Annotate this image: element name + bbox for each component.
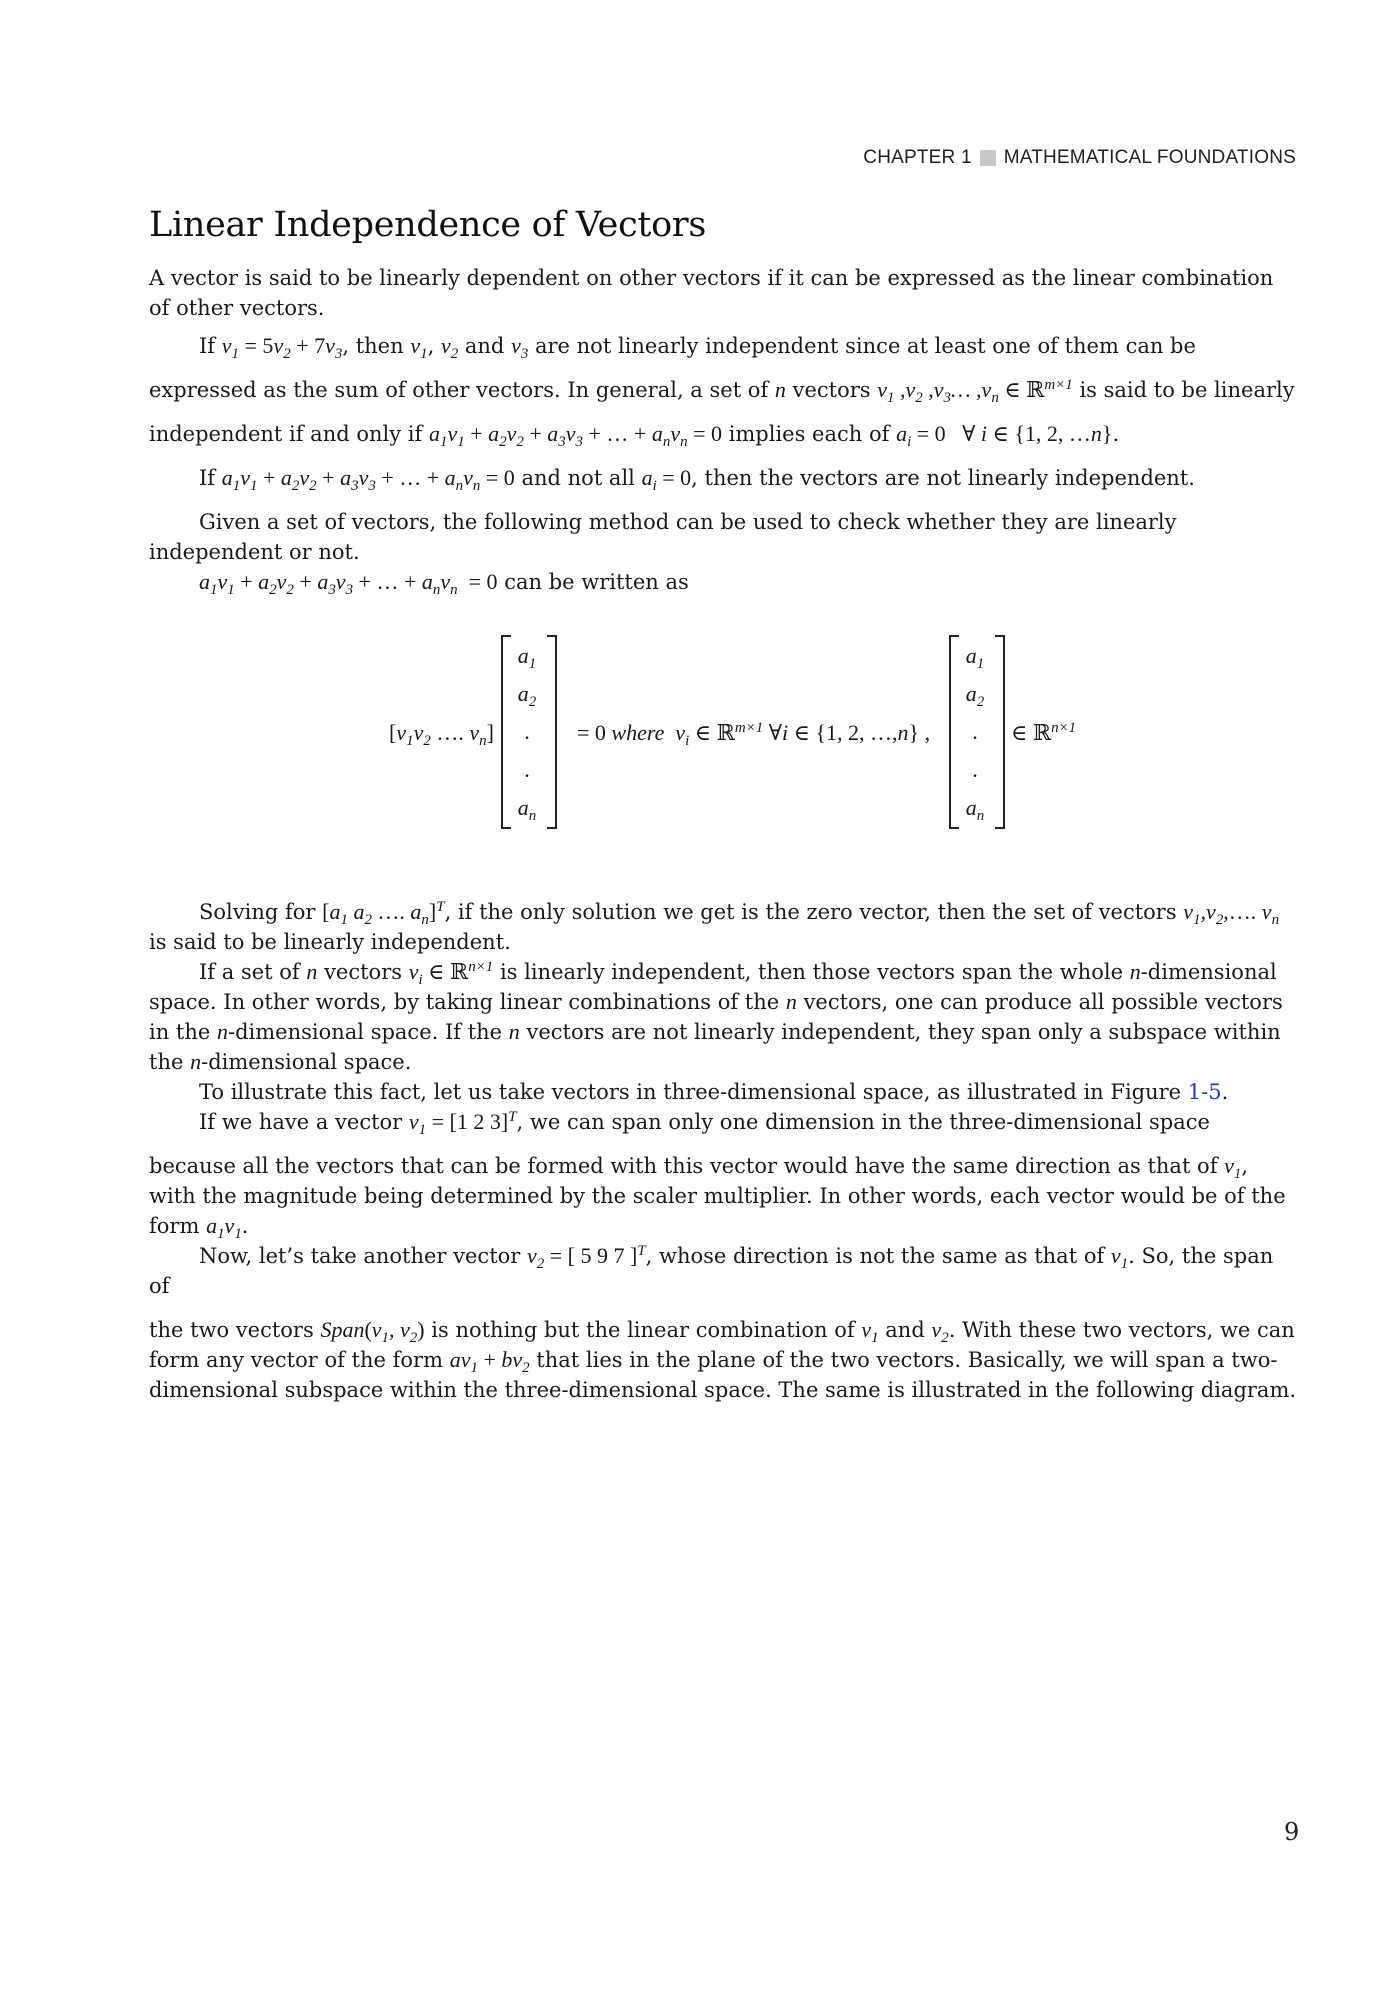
row-vector: [$v_1v_2$ …. $v_n$]	[389, 720, 494, 750]
running-head	[863, 147, 1296, 169]
running-head-section: MATHEMATICAL FOUNDATIONS	[1003, 147, 1296, 168]
section-heading: Linear Independence of Vectors	[149, 205, 707, 245]
paragraph-9: If a set of n vectors $v_i$ ∈ ℝ$^{n\times 1}$ is linearly independent, then those vectors span the whole n-dimensional space. In other words, by taking linear combinations of the n vectors, one can produce all possible vectors in the n-dimensional space. If the n vectors are not linearly independent, they span only a subspace within the n-dimensional space.	[149, 958, 1283, 1074]
figure-reference-link[interactable]: 1-5	[1187, 1080, 1222, 1104]
coefficient-column-vector: $a_1$ $a_2$ . . $a_n$	[517, 643, 537, 825]
paragraph-3: expressed as the sum of other vectors. In general, a set of n vectors $v_1$ $,v_2$ $,v_3\dots$ $,v_n$ ∈ ℝ$^{m\times 1}$ is said to be linearly	[149, 376, 1295, 407]
paragraph-2: If $v_1 = 5v_2 + 7v_3$, then $v_1$, $v_2$ and $v_3$ are not linearly independent since at least one of them can be	[199, 333, 1196, 363]
paragraph-7: $a_1v_1 + a_2v_2 + a_3v_3$ + … + $a_nv_n = 0$ can be written as	[199, 569, 689, 599]
coefficient-column-vector-2: $a_1$ $a_2$ . . $a_n$	[965, 643, 985, 825]
paragraph-12: because all the vectors that can be formed with this vector would have the same direction as that of $v_1$, with the magnitude being determined by the scaler multiplier. In other words, each vector would be of the form $a_1v_1$.	[149, 1153, 1286, 1243]
paragraph-5: If $a_1v_1 + a_2v_2 + a_3v_3$ + … + $a_nv_n = 0$ and not all $a_i = 0$, then the vectors are not linearly independent.	[199, 465, 1195, 495]
page-content	[149, 205, 1299, 1405]
paragraph-14: the two vectors $Span(v_1$, $v_2$) is nothing but the linear combination of $v_1$ and $v_2$. With these two vectors, we can form any vector of the form $av_1 + bv_2$ that lies in the plane of the two vectors. Basically, we will span a two-dimensional subspace within the three-dimensional space. The same is illustrated in the following diagram.	[149, 1317, 1297, 1402]
running-head-separator	[980, 150, 996, 166]
paragraph-6: Given a set of vectors, the following method can be used to check whether they are linearly independent or not.	[149, 510, 1177, 564]
paragraph-1: A vector is said to be linearly dependent on other vectors if it can be expressed as the linear combination of other vectors.	[149, 266, 1274, 320]
page-number: 9	[1284, 1818, 1300, 1846]
equation-condition: = 0 where $v_i$ ∈ ℝ$^{m\times 1}$ ∀i ∈ {1, 2, …,n} ,	[577, 719, 931, 750]
paragraph-10: To illustrate this fact, let us take vectors in three-dimensional space, as illustrated in Figure 1-5.	[199, 1080, 1229, 1104]
paragraph-4: independent if and only if $a_1v_1 + a_2v_2 + a_3v_3$ + … + $a_nv_n = 0$ implies each of $a_i = 0$ ∀ i ∈ {1, 2, …n}.	[149, 421, 1120, 451]
paragraph-13: Now, let’s take another vector $v_2$ = [ 5 9 7 ]$^T$, whose direction is not the same as that of $v_1$. So, the span of	[149, 1242, 1274, 1298]
paragraph-8: Solving for [$a_1$ $a_2$ …. $a_n]^T$, if the only solution we get is the zero vector, then the set of vectors $v_1,v_2,\dots$. $v_n$ is said to be linearly independent.	[149, 898, 1280, 954]
running-head-chapter: CHAPTER 1	[863, 147, 972, 168]
equation-domain: ∈ ℝ$^{n\times 1}$	[1011, 719, 1077, 745]
matrix-equation	[149, 627, 1299, 857]
paragraph-11: If we have a vector $v_1 = [1$ 2 3]$^T$, we can span only one dimension in the three-dimensional space	[199, 1108, 1210, 1139]
